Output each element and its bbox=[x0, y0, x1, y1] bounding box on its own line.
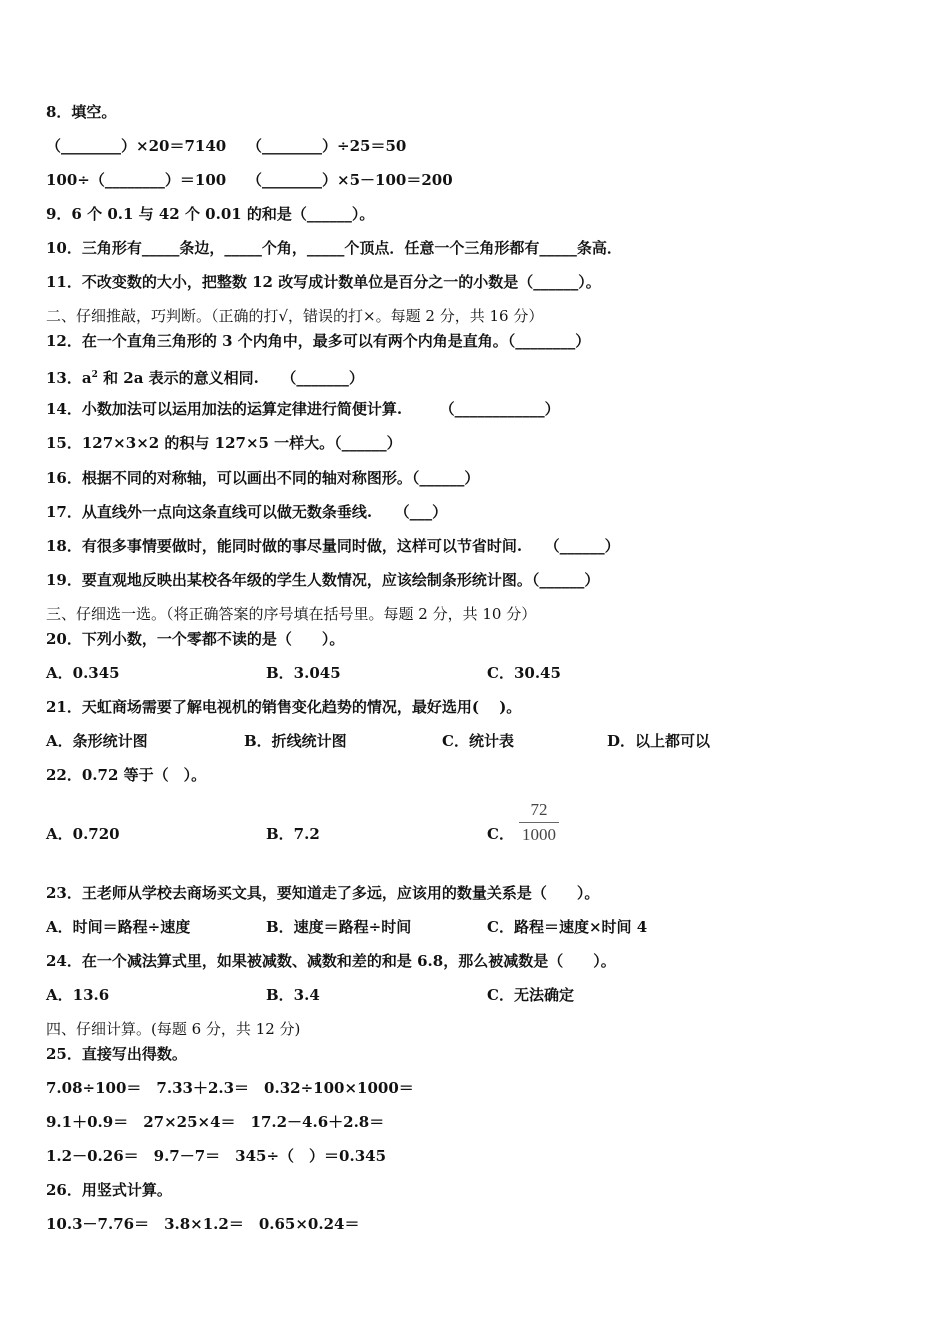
q21-option-a: A．条形统计图 bbox=[46, 732, 148, 750]
q8-title: 8．填空。 bbox=[46, 103, 117, 121]
q20-option-b: B．3.045 bbox=[266, 664, 341, 682]
q22-option-a: A．0.720 bbox=[46, 825, 120, 843]
q8-row1b: （________）÷25＝50 bbox=[247, 137, 407, 155]
q22-option-b: B．7.2 bbox=[266, 825, 320, 843]
q23-option-c: C．路程＝速度×时间 4 bbox=[487, 918, 648, 936]
section-4-heading: 四、仔细计算。(每题 6 分，共 12 分) bbox=[46, 1020, 301, 1038]
q25-row2: 9.1＋0.9＝ 27×25×4＝ 17.2－4.6＋2.8＝ bbox=[46, 1113, 385, 1131]
q21-option-b: B．折线统计图 bbox=[244, 732, 347, 750]
q23-option-b: B．速度＝路程÷时间 bbox=[266, 918, 412, 936]
section-2-heading: 二、仔细推敲，巧判断。（正确的打√，错误的打×。每题 2 分，共 16 分） bbox=[46, 307, 544, 325]
q22-fraction bbox=[519, 799, 559, 846]
q17: 17．从直线外一点向这条直线可以做无数条垂线. （___） bbox=[46, 503, 448, 521]
q9: 9．6 个 0.1 与 42 个 0.01 的和是（______）。 bbox=[46, 205, 375, 223]
q10: 10．三角形有_____条边，_____个角，_____个顶点．任意一个三角形都有_____条高． bbox=[46, 239, 622, 257]
q26-row1: 10.3－7.76＝ 3.8×1.2＝ 0.65×0.24＝ bbox=[46, 1215, 360, 1233]
q23-stem: 23．王老师从学校去商场买文具，要知道走了多远，应该用的数量关系是（ ）。 bbox=[46, 884, 600, 902]
q24-stem: 24．在一个减法算式里，如果被减数、减数和差的和是 6.8，那么被减数是（ ）。 bbox=[46, 952, 616, 970]
q25-row3: 1.2－0.26＝ 9.7－7＝ 345÷（ ）＝0.345 bbox=[46, 1147, 387, 1165]
q13 bbox=[46, 365, 364, 388]
q16: 16．根据不同的对称轴，可以画出不同的轴对称图形。（______） bbox=[46, 469, 480, 487]
q24-option-a: A．13.6 bbox=[46, 986, 110, 1004]
q24-option-b: B．3.4 bbox=[266, 986, 320, 1004]
q22-stem: 22．0.72 等于（ ）。 bbox=[46, 766, 207, 784]
q23-option-a: A．时间＝路程÷速度 bbox=[46, 918, 191, 936]
q21-option-c: C．统计表 bbox=[442, 732, 514, 750]
q26-stem: 26．用竖式计算。 bbox=[46, 1181, 172, 1199]
q24-option-c: C．无法确定 bbox=[487, 986, 574, 1004]
q25-stem: 25．直接写出得数。 bbox=[46, 1045, 187, 1063]
q20-option-c: C．30.45 bbox=[487, 664, 561, 682]
q20-stem: 20．下列小数，一个零都不读的是（ ）。 bbox=[46, 630, 345, 648]
q19: 19．要直观地反映出某校各年级的学生人数情况，应该绘制条形统计图。（______） bbox=[46, 571, 600, 589]
q14: 14．小数加法可以运用加法的运算定律进行简便计算. （____________） bbox=[46, 400, 560, 418]
q20-option-a: A．0.345 bbox=[46, 664, 120, 682]
q11: 11．不改变数的大小，把整数 12 改写成计数单位是百分之一的小数是（______）。 bbox=[46, 273, 601, 291]
q13-sup: 2 bbox=[91, 370, 98, 380]
q18: 18．有很多事情要做时，能同时做的事尽量同时做，这样可以节省时间. （______） bbox=[46, 537, 620, 555]
q8-row2b: （________）×5－100＝200 bbox=[247, 171, 453, 189]
q13-pre: 13．a bbox=[46, 369, 92, 387]
q12: 12．在一个直角三角形的 3 个内角中，最多可以有两个内角是直角。（________） bbox=[46, 332, 591, 350]
section-3-heading: 三、仔细选一选。（将正确答案的序号填在括号里。每题 2 分，共 10 分） bbox=[46, 605, 537, 623]
q25-row1: 7.08÷100＝ 7.33＋2.3＝ 0.32÷100×1000＝ bbox=[46, 1079, 414, 1097]
q22-fraction-denominator: 1000 bbox=[522, 825, 556, 844]
q8-row2a: 100÷（________）＝100 bbox=[46, 171, 227, 189]
q22-option-c: C． bbox=[487, 825, 514, 843]
fraction-bar bbox=[519, 822, 559, 823]
q15: 15．127×3×2 的积与 127×5 一样大。（______） bbox=[46, 434, 402, 452]
q13-post: 和 2a 表示的意义相同. （_______） bbox=[97, 369, 364, 387]
q8-row1a: （________）×20＝7140 bbox=[46, 137, 227, 155]
q22-fraction-numerator: 72 bbox=[530, 800, 548, 819]
q21-stem: 21．天虹商场需要了解电视机的销售变化趋势的情况，最好选用( )。 bbox=[46, 698, 522, 716]
q21-option-d: D．以上都可以 bbox=[607, 732, 711, 750]
